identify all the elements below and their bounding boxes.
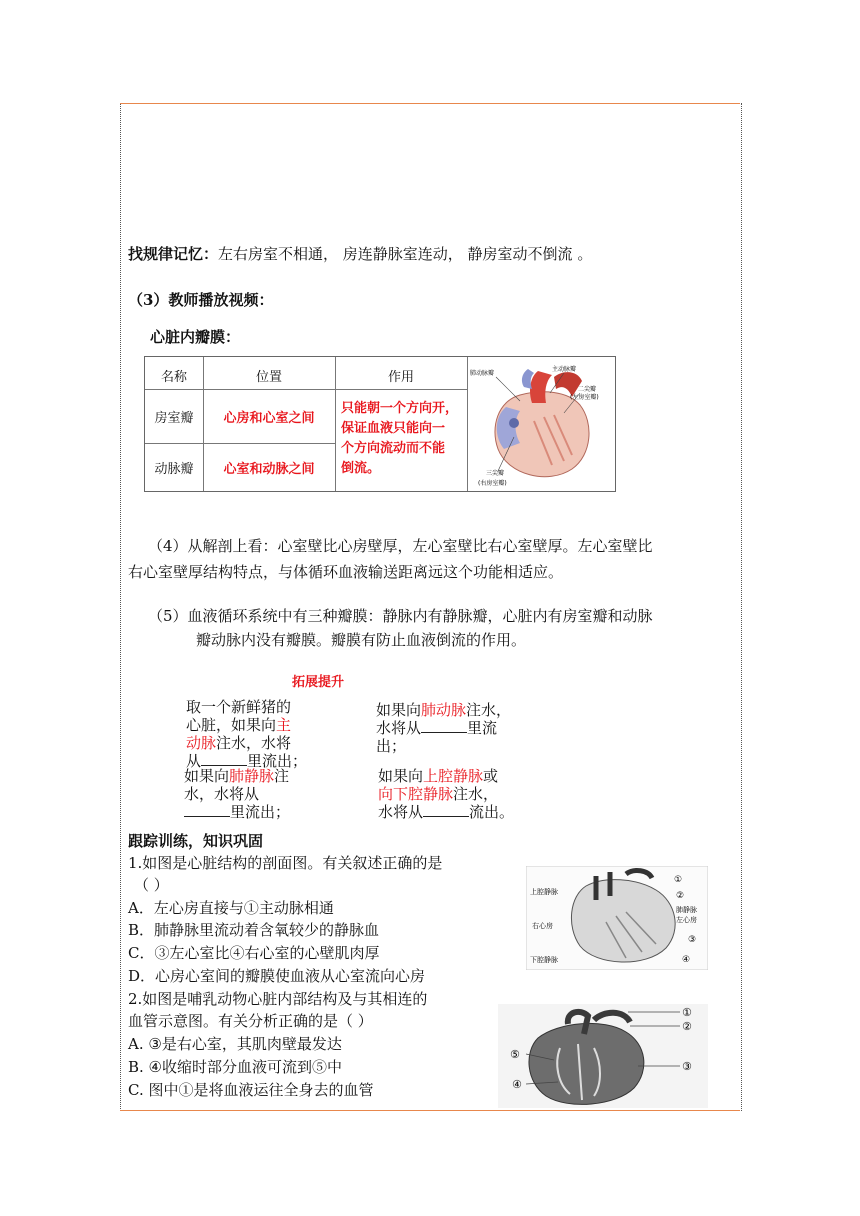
label-right-atrium: 右心房 [532, 922, 553, 930]
label-5: ⑤ [510, 1048, 520, 1061]
q2-option-c: C. 图中①是将血液运往全身去的血管 [128, 1081, 374, 1099]
header-function: 作用 [387, 370, 414, 385]
label-2: ② [676, 891, 685, 901]
label-4: ④ [682, 955, 691, 965]
header-position: 位置 [255, 370, 282, 385]
para4-line1: （4）从解剖上看：心室壁比心房壁厚，左心室壁比右心室壁厚。左心室壁比 [148, 537, 653, 555]
label-3: ③ [688, 935, 697, 945]
q1-heart-figure [526, 866, 708, 970]
label-pulmonary-vein: 肺静脉 [676, 906, 697, 914]
label-left-av-valve: (左房室瓣) [570, 394, 599, 401]
row2-name: 动脉瓣 [154, 462, 194, 477]
label-mitral-valve: 二尖瓣 [578, 386, 597, 393]
expand-q3: 如果向肺静脉注 水，水将从 里流出； [184, 767, 291, 821]
row2-position: 心室和动脉之间 [223, 462, 315, 477]
frame-top-rule [120, 103, 740, 104]
q2-option-a: A. ③是右心室，其肌肉壁最发达 [128, 1035, 342, 1053]
para5-line1: （5）血液循环系统中有三种瓣膜：静脉内有静脉瓣，心脏内有房室瓣和动脉 [148, 607, 653, 625]
label-svc: 上腔静脉 [530, 888, 558, 896]
q1-option-c: C．③左心室比④右心室的心壁肌肉厚 [128, 944, 380, 962]
q1-stem: 1.如图是心脏结构的剖面图。有关叙述正确的是 [128, 854, 443, 872]
label-tricuspid-valve: 三尖瓣 [486, 470, 505, 477]
rule-text: 左右房室不相通， 房连静脉室连动， 静房室动不倒流 。 [218, 245, 593, 263]
q1-paren: （ ） [134, 876, 169, 894]
label-1: ① [674, 875, 683, 885]
q2-heart-figure [498, 1004, 708, 1108]
label-4: ④ [512, 1078, 522, 1091]
function-text: 只能朝一个方向开， 保证血液只能向一 个方向流动而不能 倒流。 [341, 401, 459, 476]
q2-option-b: B. ④收缩时部分血液可流到⑤中 [128, 1058, 343, 1076]
label-aortic-valve: 主动脉瓣 [552, 366, 577, 373]
label-pulmonary-valve: 肺动脉瓣 [470, 370, 495, 377]
q1-option-a: A．左心房直接与①主动脉相通 [128, 899, 334, 917]
expand-q4: 如果向上腔静脉或 向下腔静脉注水， 水将从 流出。 [378, 767, 515, 821]
label-left-atrium: 左心房 [676, 916, 697, 924]
label-right-av-valve: (右房室瓣) [478, 480, 507, 487]
label-1: ① [682, 1006, 692, 1019]
valve-table [144, 356, 616, 492]
rule-label: 找规律记忆： [128, 245, 219, 263]
q2-stem-1: 2.如图是哺乳动物心脏内部结构及与其相连的 [128, 990, 428, 1008]
frame-bottom-rule [120, 1110, 740, 1111]
valve-figure-title: 心脏内瓣膜： [150, 328, 241, 346]
header-name: 名称 [160, 370, 187, 385]
para4-line2: 右心室壁厚结构特点，与体循环血液输送距离远这个功能相适应。 [128, 563, 564, 581]
q1-option-b: B．肺静脉里流动着含氧较少的静脉血 [128, 921, 380, 939]
expand-q2: 如果向肺动脉注水， 水将从 里流 出； [376, 701, 512, 755]
label-2: ② [682, 1020, 692, 1033]
label-ivc: 下腔静脉 [530, 956, 558, 964]
label-3: ③ [682, 1060, 692, 1073]
row1-name: 房室瓣 [154, 411, 194, 426]
practice-title: 跟踪训练，知识巩固 [128, 832, 264, 850]
rule-line [128, 243, 592, 264]
section3-title: （3）教师播放视频： [128, 291, 274, 309]
q2-stem-2: 血管示意图。有关分析正确的是（ ） [128, 1012, 373, 1030]
q1-option-d: D．心房心室间的瓣膜使血液从心室流向心房 [128, 967, 426, 985]
heart-valve-diagram [468, 357, 614, 491]
expand-title: 拓展提升 [292, 675, 345, 690]
row1-position: 心房和心室之间 [223, 411, 315, 426]
para5-line2: 瓣动脉内没有瓣膜。瓣膜有防止血液倒流的作用。 [196, 631, 527, 649]
expand-q1: 取一个新鲜猪的 心脏，如果向主 动脉注水，水将 从 里流出； [186, 698, 308, 770]
